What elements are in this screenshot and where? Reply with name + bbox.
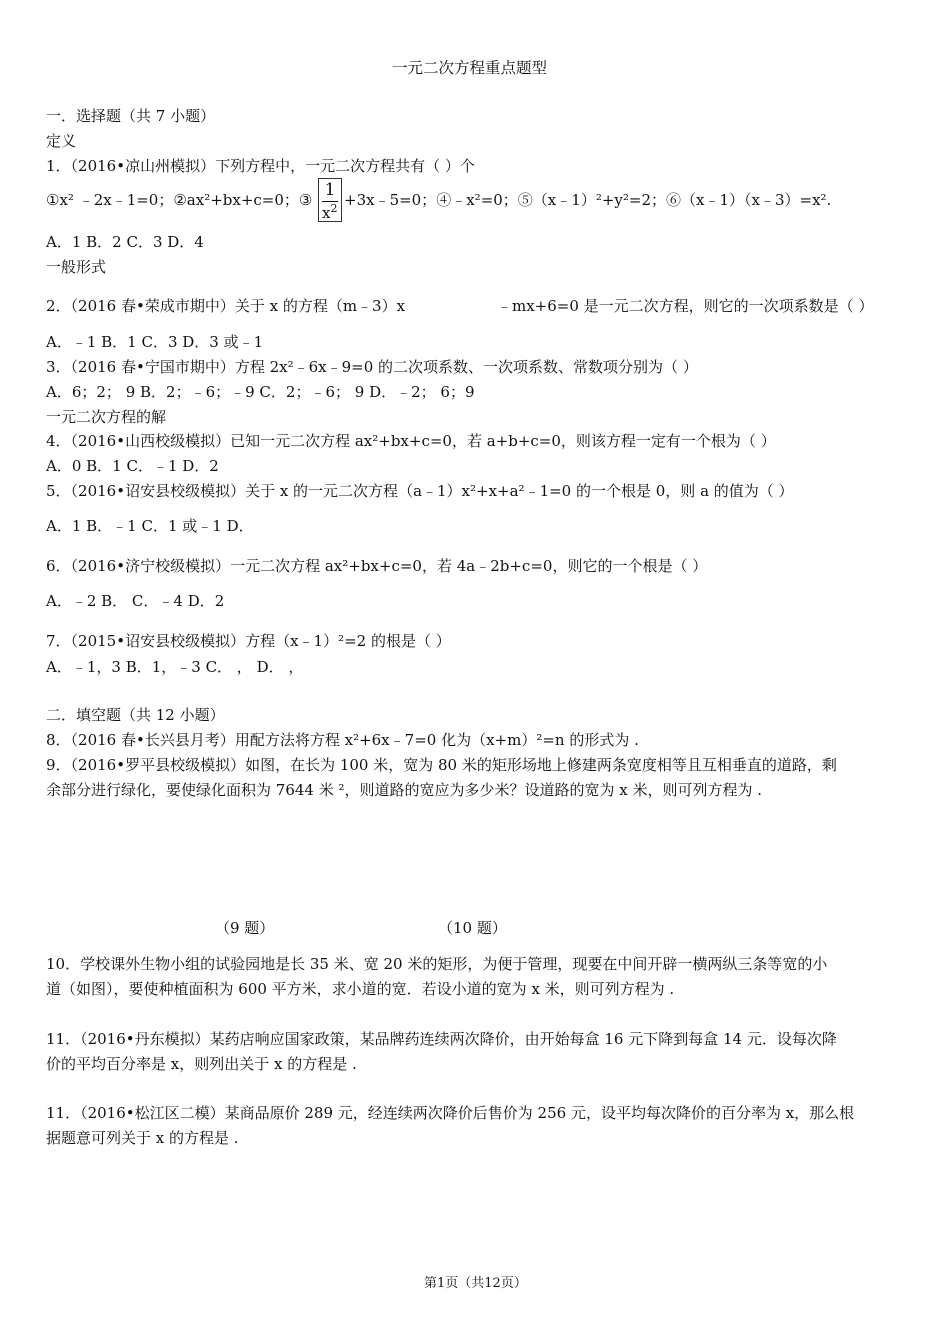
question-4: 4．（2016•山西校级模拟）已知一元二次方程 ax²+bx+c=0，若 a+b+c=0，则该方程一定有一个根为（ ） bbox=[46, 432, 776, 450]
category-label: 定义 bbox=[46, 132, 77, 150]
category-label: 一元二次方程的解 bbox=[46, 408, 167, 426]
page-title: 一元二次方程重点题型 bbox=[392, 59, 548, 77]
fraction-denominator: $x^2$ bbox=[322, 202, 338, 222]
page-footer: 第1页（共12页） bbox=[424, 1276, 527, 1291]
section-heading-choice: 一．选择题（共 7 小题） bbox=[46, 107, 216, 125]
question-7: 7．（2015•诏安县校级模拟）方程（x﹣1）²=2 的根是（ ） bbox=[46, 632, 451, 650]
question-1-equations: ①x² ﹣2x﹣1=0；②ax²+bx+c=0；③ bbox=[46, 191, 313, 209]
category-label: 一般形式 bbox=[46, 258, 107, 276]
question-8: 8．（2016 春•长兴县月考）用配方法将方程 x²+6x﹣7=0 化为（x+m）²=n 的形式为 . bbox=[46, 731, 639, 749]
question-4-options: A．0 B．1 C．﹣1 D．2 bbox=[46, 457, 219, 475]
question-5: 5．（2016•诏安县校级模拟）关于 x 的一元二次方程（a﹣1）x²+x+a²﹣1=0 的一个根是 0，则 a 的值为（ ） bbox=[46, 482, 794, 500]
question-6: 6．（2016•济宁校级模拟）一元二次方程 ax²+bx+c=0，若 4a﹣2b+c=0，则它的一个根是（ ） bbox=[46, 557, 708, 575]
figure-caption-10: （10 题） bbox=[438, 919, 507, 937]
question-1-equations-rest: +3x﹣5=0；④﹣x²=0；⑤（x﹣1）²+y²=2；⑥（x﹣1）（x﹣3）=x². bbox=[344, 191, 832, 209]
question-3: 3．（2016 春•宁国市期中）方程 2x²﹣6x﹣9=0 的二次项系数、一次项系数、常数项分别为（ ） bbox=[46, 358, 698, 376]
question-12: 11．（2016•松江区二模）某商品原价 289 元，经连续两次降价后售价为 256 元，设平均每次降价的百分率为 x，那么根 bbox=[46, 1104, 855, 1122]
question-9: 9．（2016•罗平县校级模拟）如图，在长为 100 米，宽为 80 米的矩形场地上修建两条宽度相等且互相垂直的道路，剩 bbox=[46, 756, 837, 774]
question-3-options: A．6；2； 9 B．2；﹣6；﹣9 C．2；﹣6； 9 D．﹣2； 6；9 bbox=[46, 383, 475, 401]
section-heading-fill: 二．填空题（共 12 小题） bbox=[46, 706, 225, 724]
question-2: 2．（2016 春•荣成市期中）关于 x 的方程（m﹣3）x bbox=[46, 297, 406, 315]
question-10-cont: 道（如图），要使种植面积为 600 平方米，求小道的宽．若设小道的宽为 x 米，则可列方程为 . bbox=[46, 980, 675, 998]
question-11: 11．（2016•丹东模拟）某药店响应国家政策，某品牌药连续两次降价，由开始每盒 16 元下降到每盒 14 元．设每次降 bbox=[46, 1030, 837, 1048]
question-9-cont: 余部分进行绿化，要使绿化面积为 7644 米 ²，则道路的宽应为多少米？设道路的宽为 x 米，则可列方程为 . bbox=[46, 781, 763, 799]
question-11-cont: 价的平均百分率是 x，则列出关于 x 的方程是 . bbox=[46, 1055, 357, 1073]
question-7-options: A．﹣1，3 B．1，﹣3 C． ， D． ， bbox=[46, 658, 304, 676]
question-10: 10．学校课外生物小组的试验园地是长 35 米、宽 20 米的矩形，为便于管理，现要在中间开辟一横两纵三条等宽的小 bbox=[46, 955, 828, 973]
question-12-cont: 据题意可列关于 x 的方程是 . bbox=[46, 1129, 239, 1147]
question-2-options: A．﹣1 B．1 C．3 D．3 或﹣1 bbox=[46, 333, 264, 351]
fraction-numerator: 1 bbox=[324, 180, 336, 200]
question-6-options: A．﹣2 B． C．﹣4 D．2 bbox=[46, 592, 225, 610]
figure-caption-9: （9 题） bbox=[215, 919, 275, 937]
question-2-rest: ﹣mx+6=0 是一元二次方程，则它的一次项系数是（ ） bbox=[497, 297, 874, 315]
question-1: 1．（2016•凉山州模拟）下列方程中，一元二次方程共有（ ）个 bbox=[46, 157, 475, 175]
fraction-box bbox=[318, 178, 342, 222]
question-5-options: A．1 B．﹣1 C．1 或﹣1 D． bbox=[46, 517, 254, 535]
question-1-options: A．1 B．2 C．3 D．4 bbox=[46, 233, 204, 251]
